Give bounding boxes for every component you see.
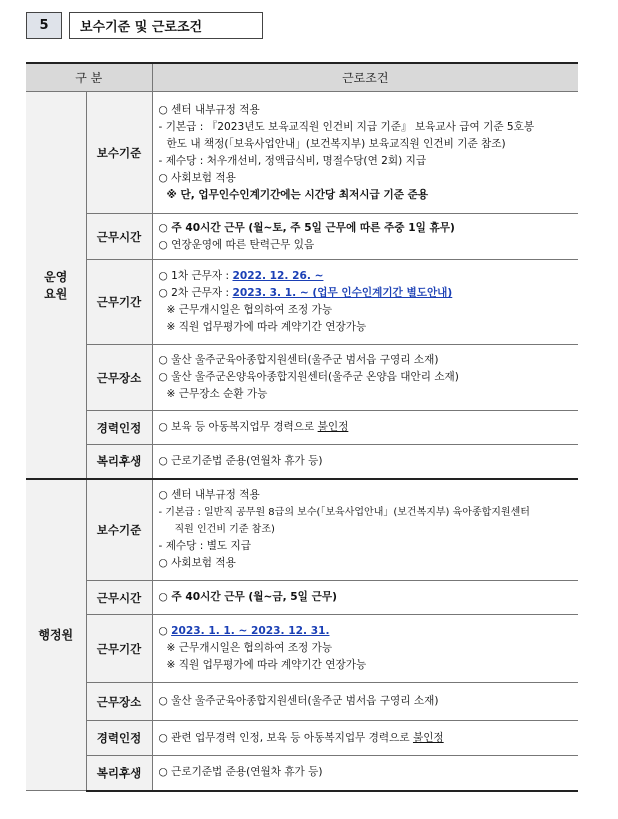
table-row (26, 411, 578, 445)
period-value: 2023. 3. 1. ~ (업무 인수인계기간 별도안내) (232, 287, 453, 299)
emphasis-text: 불인정 (317, 421, 349, 433)
note-item: ※ 근무개시일은 협의하여 조정 가능 (166, 642, 333, 654)
conditions-cell (152, 411, 578, 445)
item-prefix: ○ 2차 근무자 : (158, 287, 233, 299)
conditions-cell (152, 260, 578, 345)
note-item: ※ 직원 업무평가에 따라 계약기간 연장가능 (166, 659, 367, 671)
row-label: 근무시간 (86, 581, 152, 615)
item-prefix: ○ (158, 625, 172, 637)
list-item: ○ 사회보험 적용 (158, 171, 236, 184)
section-heading (26, 12, 263, 39)
note-item: ※ 근무장소 순환 가능 (166, 388, 268, 400)
table-row (26, 721, 578, 756)
list-item (153, 419, 579, 436)
conditions-cell (152, 721, 578, 756)
list-item: ○ 근로기준법 준용(연월차 휴가 등) (158, 454, 323, 467)
list-item (153, 285, 579, 302)
list-item (153, 268, 579, 285)
item-text: ○ 관련 업무경력 인정, 보육 등 아동복지업무 경력으로 (158, 731, 413, 744)
list-item: - 제수당 : 별도 지급 (158, 540, 251, 553)
header-conditions: 근로조건 (152, 63, 578, 92)
list-item (153, 730, 579, 747)
group-label-operations (26, 92, 86, 479)
list-item: ○ 근로기준법 준용(연월차 휴가 등) (158, 766, 323, 779)
group-label-admin: 행정원 (26, 479, 86, 791)
list-item: ○ 센터 내부규정 적용 (158, 489, 260, 502)
list-item: ○ 연장운영에 따른 탄력근무 있음 (158, 238, 315, 251)
list-item: - 기본급 : 『2023년도 보육교직원 인건비 지급 기준』 보육교사 급여 기준 5호봉 (158, 120, 535, 133)
conditions-cell (152, 214, 578, 260)
table-row (26, 345, 578, 411)
note-item: ※ 근무개시일은 협의하여 조정 가능 (166, 304, 333, 316)
section-title: 보수기준 및 근로조건 (69, 12, 263, 39)
conditions-cell (152, 345, 578, 411)
row-label: 보수기준 (86, 479, 152, 581)
note-item: ※ 단, 업무인수인계기간에는 시간당 최저시급 기준 준용 (166, 188, 429, 201)
list-item: ○ 주 40시간 근무 (월~토, 주 5일 근무에 따른 주중 1일 휴무) (158, 221, 455, 234)
list-item: ○ 울산 울주군온양육아종합지원센터(울주군 온양읍 대안리 소재) (158, 371, 459, 383)
conditions-cell (152, 683, 578, 721)
table-row (26, 479, 578, 581)
table-row (26, 92, 578, 214)
list-item: ○ 울산 울주군육아종합지원센터(울주군 범서읍 구영리 소재) (158, 354, 439, 366)
list-item: ○ 울산 울주군육아종합지원센터(울주군 범서읍 구영리 소재) (158, 695, 439, 707)
table-row (26, 260, 578, 345)
item-text: ○ 보육 등 아동복지업무 경력으로 (158, 421, 318, 433)
row-label: 근무장소 (86, 683, 152, 721)
emphasis-text: 불인정 (412, 731, 444, 744)
list-item: ○ 사회보험 적용 (158, 557, 236, 570)
row-label: 근무장소 (86, 345, 152, 411)
conditions-cell (152, 615, 578, 683)
list-item: ○ 센터 내부규정 적용 (158, 103, 260, 116)
list-item: 한도 내 책정(「보육사업안내」(보건복지부) 보육교직원 인건비 기준 참조) (166, 137, 506, 150)
item-prefix: ○ 1차 근무자 : (158, 270, 233, 282)
table-row (26, 756, 578, 791)
conditions-cell (152, 445, 578, 479)
header-category: 구 분 (26, 63, 152, 92)
row-label: 근무시간 (86, 214, 152, 260)
period-value: 2023. 1. 1. ~ 2023. 12. 31. (171, 625, 330, 637)
note-item: ※ 직원 업무평가에 따라 계약기간 연장가능 (166, 321, 367, 333)
table-row (26, 445, 578, 479)
row-label: 근무기간 (86, 260, 152, 345)
row-label: 보수기준 (86, 92, 152, 214)
section-number-box: 5 (26, 12, 62, 39)
row-label: 경력인정 (86, 721, 152, 756)
conditions-cell (152, 756, 578, 791)
list-item: - 기본급 : 일반직 공무원 8급의 보수(「보육사업안내」(보건복지부) 육아종합지원센터 (158, 507, 530, 519)
row-label: 복리후생 (86, 756, 152, 791)
conditions-cell (152, 581, 578, 615)
row-label: 근무기간 (86, 615, 152, 683)
table-header-row (26, 63, 578, 92)
table-row (26, 683, 578, 721)
table-row (26, 581, 578, 615)
table-row (26, 615, 578, 683)
list-item: 직원 인건비 기준 참조) (174, 524, 275, 536)
list-item (153, 623, 579, 640)
conditions-cell (152, 92, 578, 214)
list-item: - 제수당 : 처우개선비, 정액급식비, 명절수당(연 2회) 지급 (158, 154, 427, 167)
list-item: ○ 주 40시간 근무 (월~금, 5일 근무) (158, 591, 337, 603)
working-conditions-table (26, 62, 578, 792)
group-name: 운영 요원 (44, 269, 68, 301)
row-label: 경력인정 (86, 411, 152, 445)
row-label: 복리후생 (86, 445, 152, 479)
conditions-cell (152, 479, 578, 581)
period-value: 2022. 12. 26. ~ (232, 270, 324, 282)
table-row (26, 214, 578, 260)
